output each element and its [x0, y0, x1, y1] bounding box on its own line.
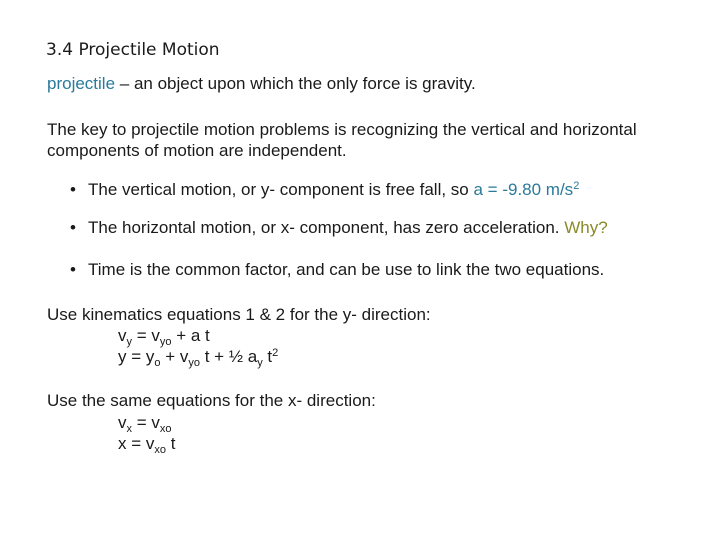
eq-part: + a t: [171, 326, 210, 345]
eq-part: t: [262, 347, 273, 366]
ydir-equation-1: [118, 326, 210, 348]
bullet-marker: •: [70, 180, 76, 199]
eq-sub: y: [126, 336, 132, 348]
why-question: Why?: [564, 218, 608, 237]
xdir-heading: Use the same equations for the x- direction:: [47, 391, 376, 410]
bullet-marker: •: [70, 218, 76, 237]
eq-part: = v: [132, 326, 160, 345]
eq-sub: xo: [154, 444, 166, 456]
ydir-heading: Use kinematics equations 1 & 2 for the y- direction:: [47, 305, 431, 324]
definition-text: – an object upon which the only force is gravity.: [115, 74, 476, 93]
bullet-vertical-motion: [70, 180, 579, 200]
eq-part: y = y: [118, 347, 155, 366]
eq-part: v: [118, 326, 127, 345]
eq-sub: x: [126, 423, 132, 435]
ydir-equation-2: [118, 347, 278, 369]
eq-sub: yo: [159, 336, 172, 348]
eq-part: t + ½ a: [200, 347, 258, 366]
xdir-equation-2: [118, 434, 175, 456]
bullet-text: The vertical motion, or y- component is free fall, so: [88, 180, 474, 199]
eq-sub: yo: [188, 357, 200, 369]
xdir-equation-1: [118, 413, 172, 435]
eq-sub: xo: [159, 423, 172, 435]
definition-term: projectile: [47, 74, 116, 93]
eq-part: = v: [132, 413, 160, 432]
definition-line: [47, 74, 476, 94]
bullet-horizontal-motion: [70, 218, 608, 238]
bullet-time-factor: [70, 260, 604, 280]
paragraph-line-2: components of motion are independent.: [47, 141, 347, 160]
eq-part: t: [166, 434, 176, 453]
eq-part: + v: [160, 347, 189, 366]
bullet-marker: •: [70, 260, 76, 279]
acceleration-exponent: 2: [573, 180, 580, 192]
bullet-text: Time is the common factor, and can be use to link the two equations.: [88, 260, 605, 279]
paragraph-line-1: The key to projectile motion problems is recognizing the vertical and horizontal: [47, 120, 637, 139]
eq-sub: y: [257, 357, 263, 369]
eq-sub: o: [154, 357, 161, 369]
bullet-text: The horizontal motion, or x- component, has zero acceleration.: [88, 218, 565, 237]
acceleration-value: a = -9.80 m/s: [473, 180, 574, 199]
page-title: 3.4 Projectile Motion: [46, 40, 220, 60]
eq-part: v: [118, 413, 127, 432]
eq-sup: 2: [272, 347, 279, 359]
eq-part: x = v: [118, 434, 155, 453]
